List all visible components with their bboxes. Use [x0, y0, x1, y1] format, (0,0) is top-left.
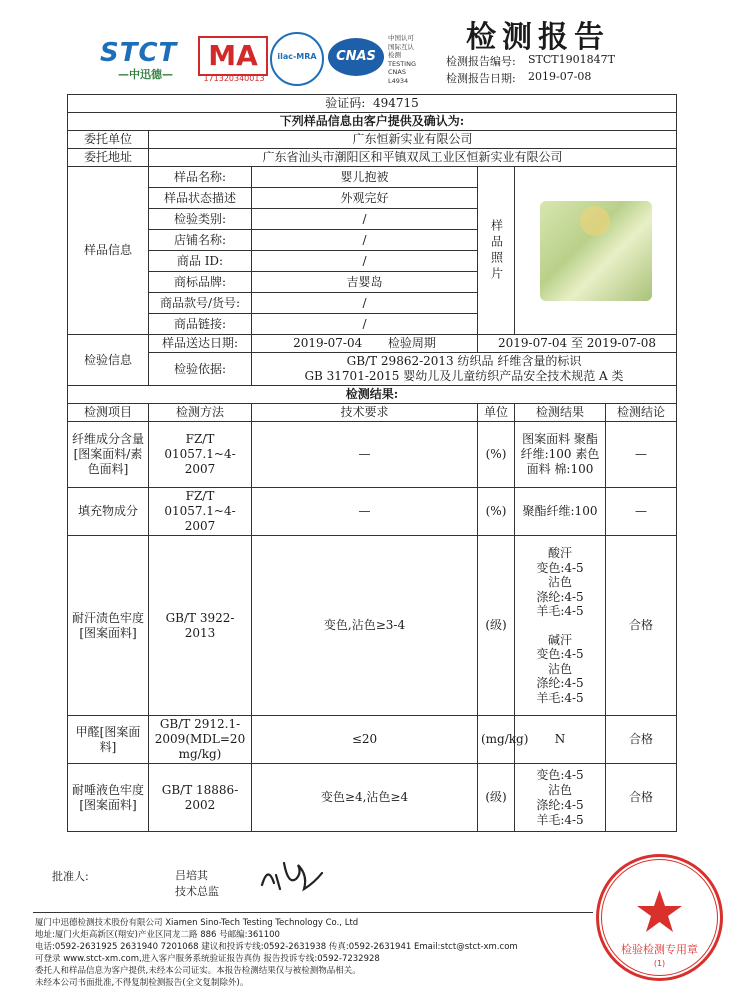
report-date: 2019-07-08: [528, 70, 592, 83]
sample-row-label: 商品 ID:: [149, 251, 252, 272]
sample-row-value: /: [252, 251, 478, 272]
ma-logo: MA: [198, 36, 268, 76]
report-table: [67, 94, 677, 832]
approver-name: 吕培其: [175, 869, 208, 882]
sample-row-label: 样品名称:: [149, 167, 252, 188]
sample-row-label: 样品状态描述: [149, 188, 252, 209]
col-header: 检测项目: [68, 404, 149, 422]
col-header: 检测结果: [515, 404, 606, 422]
col-header: 检测结论: [606, 404, 677, 422]
sample-photo: [515, 167, 677, 335]
ma-number: 171320340013: [203, 74, 265, 83]
footer-company: 厦门中迅德检测技术股份有限公司 Xiamen Sino-Tech Testing Technology Co., Ltd: [35, 918, 359, 928]
sample-row-label: 商品款号/货号:: [149, 293, 252, 314]
official-seal-icon: [592, 850, 727, 985]
cnas-logo: CNAS: [328, 38, 384, 76]
footer-verify: 可登录 www.stct-xm.com,进入客户服务系统验证报告真伪 报告投诉专线:0592-7232928: [35, 954, 380, 964]
verify-code: 494715: [372, 96, 419, 110]
col-header: 检测方法: [149, 404, 252, 422]
sample-row-label: 店铺名称:: [149, 230, 252, 251]
footer-note-2: 未经本公司书面批准,不得复制检测报告(全文复制除外)。: [35, 978, 249, 988]
client-label: 委托单位: [68, 131, 149, 149]
stct-logo-subtitle: —中迅德—: [118, 68, 173, 81]
table-row: 甲醛[图案面料] GB/T 2912.1-2009(MDL=20 mg/kg) ≤20 (mg/kg) N 合格: [68, 716, 677, 764]
period-label: 检验周期: [387, 336, 436, 350]
sample-row-value: /: [252, 314, 478, 335]
stct-logo: STCT: [100, 38, 178, 68]
results-title: 检测结果:: [68, 386, 677, 404]
basis-value: GB/T 29862-2013 纺织品 纤维含量的标识 GB 31701-2015 婴幼儿及儿童纺织产品安全技术规范 A 类: [252, 353, 677, 386]
cnas-info: 中国认可 国际互认 检测 TESTING CNAS L4934: [388, 34, 416, 85]
seal-sub: 检验检测专用章: [621, 943, 698, 956]
table-row: 填充物成分 FZ/T 01057.1~4-2007 — (%) 聚酯纤维:100 —: [68, 488, 677, 536]
delivery-date: 2019-07-04: [293, 336, 363, 350]
sample-row-label: 商标品牌:: [149, 272, 252, 293]
address-label: 委托地址: [68, 149, 149, 167]
table-row: 耐唾液色牢度[图案面料] GB/T 18886-2002 变色≥4,沾色≥4 (级) 变色:4-5 沾色 涤纶:4-5 羊毛:4-5 合格: [68, 764, 677, 832]
results-header-row: [68, 404, 677, 422]
verify-code-row: 验证码: 494715: [68, 95, 677, 113]
address-value: 广东省汕头市潮阳区和平镇双凤工业区恒新实业有限公司: [149, 149, 677, 167]
table-row: 纤维成分含量[图案面料/素色面料] FZ/T 01057.1~4-2007 — (%) 图案面料 聚酯纤维:100 素色面料 棉:100 —: [68, 422, 677, 488]
table-row: 耐汗渍色牢度[图案面料] GB/T 3922-2013 变色,沾色≥3-4 (级) 酸汗 变色:4-5 沾色 涤纶:4-5 羊毛:4-5 碱汗 变色:4-5 沾色 涤纶:4-5 羊毛:4-5 合格: [68, 536, 677, 716]
report-date-label: 检测报告日期:: [446, 72, 516, 85]
client-value: 广东恒新实业有限公司: [149, 131, 677, 149]
basis-label: 检验依据:: [149, 353, 252, 386]
report-no-label: 检测报告编号:: [446, 55, 516, 68]
sample-row-label: 商品链接:: [149, 314, 252, 335]
section-title: 下列样品信息由客户提供及确认为:: [68, 113, 677, 131]
report-title: 检测报告: [466, 20, 610, 55]
sample-row-value: 吉婴岛: [252, 272, 478, 293]
sample-row-value: /: [252, 293, 478, 314]
sample-row-value: 婴儿抱被: [252, 167, 478, 188]
ilac-logo-text: ilac-MRA: [277, 52, 317, 61]
photo-label: 样品照片: [478, 167, 515, 335]
sample-row-label: 检验类别:: [149, 209, 252, 230]
sample-row-value: /: [252, 230, 478, 251]
col-header: 技术要求: [252, 404, 478, 422]
period-value: 2019-07-04 至 2019-07-08: [478, 335, 677, 353]
approve-label: 批准人:: [52, 870, 89, 883]
report-no: STCT1901847T: [528, 53, 615, 66]
signature-icon: [258, 855, 328, 895]
sample-row-value: /: [252, 209, 478, 230]
delivery-label: 样品送达日期:: [149, 335, 252, 353]
col-header: 单位: [478, 404, 515, 422]
footer-divider: [33, 912, 593, 913]
footer-contact: 电话:0592-2631925 2631940 7201068 建议和投诉专线:0592-2631938 传真:0592-2631941 Email:stct@stct-xm.com: [35, 942, 518, 952]
footer-note-1: 委托人和样品信息为客户提供,未经本公司证实。本报告检测结果仅与被检测物品相关。: [35, 966, 361, 976]
approver-title: 技术总监: [175, 885, 219, 898]
sample-row-value: 外观完好: [252, 188, 478, 209]
approver: [175, 868, 235, 900]
sample-info-label: 样品信息: [68, 167, 149, 335]
inspect-info-label: 检验信息: [68, 335, 149, 386]
footer-address: 地址:厦门火炬高新区(翔安)产业区同龙二路 886 号邮编:361100: [35, 930, 280, 940]
svg-text:(1): (1): [653, 959, 666, 968]
